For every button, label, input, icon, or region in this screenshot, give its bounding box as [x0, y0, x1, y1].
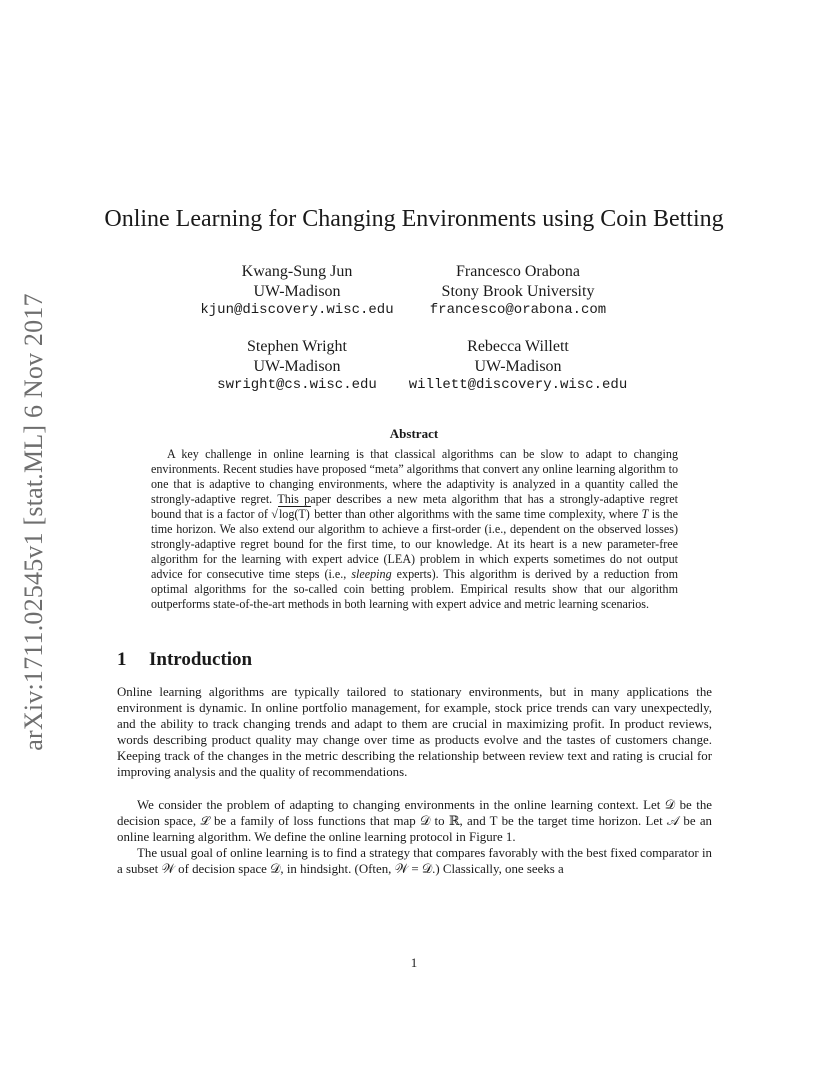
italic-term: sleeping	[351, 567, 392, 581]
abstract-heading: Abstract	[389, 426, 439, 441]
section-title: Introduction	[149, 649, 253, 670]
abstract-part: experts). This algorithm is derived by a reduction from optimal algorithms for the so-called coin betting problem. Empirical results show that our algorithm outperforms state-of-the-art methods in both learning with expert advice and metric learning scenarios.	[151, 567, 678, 611]
arxiv-stamp-container	[14, 282, 54, 762]
author-name: Kwang-Sung Jun	[241, 263, 353, 280]
body-paragraph: We consider the problem of adapting to changing environments in the online learning context. Let 𝒟 be the decision space, ℒ be a family of loss functions that map 𝒟 to ℝ, and T be the target time horizon. Let 𝒜 be an online learning algorithm. We define the online learning protocol in Figure 1.	[117, 798, 712, 845]
author-name: Francesco Orabona	[456, 263, 580, 280]
body-paragraph: Online learning algorithms are typically tailored to stationary environments, but in many applications the environment is dynamic. In online portfolio management, for example, stock price trends can vary unexpectedly, and the ability to track changing trends and adapt to them are crucial in maximizing profit. In product reviews, words describing product quality may change over time as products evolve and the tastes of customers change. Keeping track of the changes in the metric describing the relationship between review text and rating is crucial for improving analysis and the quality of recommendations.	[117, 685, 712, 780]
paper-title: Online Learning for Changing Environments using Coin Betting	[104, 206, 724, 232]
author-email[interactable]: willett@discovery.wisc.edu	[408, 377, 628, 393]
author-block	[388, 337, 648, 396]
author-block	[388, 262, 648, 321]
author-affiliation: UW-Madison	[253, 282, 341, 300]
author-name: Stephen Wright	[247, 338, 347, 355]
author-email[interactable]: francesco@orabona.com	[429, 302, 607, 318]
abstract-text	[151, 447, 678, 612]
author-affiliation: Stony Brook University	[441, 282, 595, 300]
author-email[interactable]: kjun@discovery.wisc.edu	[200, 302, 394, 318]
arxiv-stamp: arXiv:1711.02545v1 [stat.ML] 6 Nov 2017	[19, 293, 48, 751]
author-affiliation: UW-Madison	[253, 357, 341, 375]
abstract-part: A key challenge in online learning is that classical algorithms can be slow to adapt to changing environments. Recent studies have proposed “meta” algorithms that convert any online learning algorithm to one that is adaptive to changing environments, where the adaptivity is analyzed in a quantity called the strongly-adaptive regret. This paper describes a new meta algorithm that has a strongly-adaptive regret bound that is a factor of	[151, 447, 678, 521]
page-number: 1	[410, 955, 418, 970]
sqrt-radicand: log(T)	[278, 507, 310, 521]
body-paragraph: The usual goal of online learning is to find a strategy that compares favorably with the best fixed comparator in a subset 𝒲 of decision space 𝒟, in hindsight. (Often, 𝒲 = 𝒟.) Classically, one seeks a	[117, 846, 712, 877]
abstract-part: is the time horizon. We also extend our algorithm to achieve a first-order (i.e., dependent on the observed losses) strongly-adaptive regret bound for the first time, to our knowledge. At its heart is a new parameter-free algorithm for the learning with expert advice (LEA) problem in which experts sometimes do not output advice for consecutive time steps (i.e.,	[151, 507, 678, 581]
math-variable: T	[641, 507, 649, 521]
author-name: Rebecca Willett	[467, 338, 569, 355]
section-heading	[117, 649, 252, 671]
sqrt-expression: √log(T)	[271, 507, 310, 521]
author-affiliation: UW-Madison	[474, 357, 562, 375]
abstract-part: better than other algorithms with the same time complexity, where	[314, 507, 639, 521]
section-number: 1	[117, 649, 127, 670]
author-email[interactable]: swright@cs.wisc.edu	[217, 377, 377, 393]
